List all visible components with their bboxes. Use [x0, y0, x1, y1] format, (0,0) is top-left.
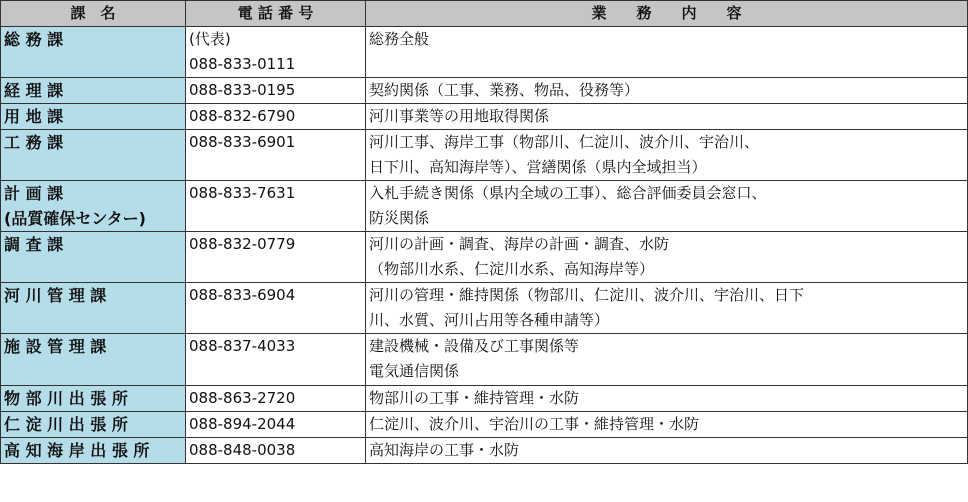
work-cell [366, 78, 968, 104]
header-work: 業 務 内 容 [366, 1, 968, 27]
table-row [1, 27, 968, 78]
tel-cell [186, 386, 366, 412]
work-cell [366, 334, 968, 386]
dept-cell [1, 27, 186, 78]
table-row [1, 78, 968, 104]
tel-cell-line: 088-832-0779 [189, 235, 296, 253]
tel-cell-line: 088-833-6901 [189, 133, 296, 151]
dept-cell-line: 施 設 管 理 課 [4, 337, 107, 356]
work-cell [366, 386, 968, 412]
tel-cell [186, 334, 366, 386]
tel-cell-line: 088-833-6904 [189, 286, 296, 304]
dept-cell [1, 334, 186, 386]
tel-cell-line: 088-894-2044 [189, 415, 296, 433]
table-row [1, 130, 968, 181]
dept-cell [1, 438, 186, 464]
work-cell [366, 438, 968, 464]
tel-cell [186, 27, 366, 78]
work-cell [366, 104, 968, 130]
dept-cell-line: 調 査 課 [4, 235, 64, 254]
work-cell-line: 日下川、高知海岸等）、営繕関係（県内全域担当） [369, 158, 707, 176]
table-row [1, 181, 968, 232]
table-row [1, 283, 968, 334]
work-cell [366, 283, 968, 334]
dept-cell [1, 412, 186, 438]
tel-cell-line: 088-837-4033 [189, 337, 296, 355]
tel-cell-line: 088-833-7631 [189, 184, 296, 202]
dept-cell-line: 工 務 課 [4, 133, 64, 152]
table-row [1, 334, 968, 386]
table-header-row [1, 1, 968, 27]
work-cell-line: （物部川水系、仁淀川水系、高知海岸等） [369, 260, 655, 278]
dept-cell-line: 経 理 課 [4, 81, 64, 100]
tel-cell [186, 232, 366, 283]
dept-cell-line: 高 知 海 岸 出 張 所 [4, 441, 150, 460]
tel-cell [186, 130, 366, 181]
tel-cell [186, 412, 366, 438]
work-cell [366, 130, 968, 181]
table-row [1, 104, 968, 130]
dept-cell-line: 河 川 管 理 課 [4, 286, 107, 305]
work-cell [366, 27, 968, 78]
work-cell-line: 高知海岸の工事・水防 [369, 441, 520, 459]
tel-cell-line: 088-833-0111 [189, 55, 296, 73]
tel-cell-line: 088-832-6790 [189, 107, 296, 125]
work-cell [366, 181, 968, 232]
work-cell-line: 入札手続き関係（県内全域の工事）、総合評価委員会窓口、 [369, 184, 767, 202]
tel-cell-line: (代表) [189, 30, 231, 48]
tel-cell [186, 104, 366, 130]
header-tel: 電 話 番 号 [186, 1, 366, 27]
work-cell-line: 河川の管理・維持関係（物部川、仁淀川、波介川、宇治川、日下 [369, 286, 805, 304]
work-cell-line: 電気通信関係 [369, 362, 460, 380]
table-row [1, 438, 968, 464]
dept-cell [1, 283, 186, 334]
dept-cell-line: (品質確保センター) [4, 209, 146, 228]
tel-cell [186, 78, 366, 104]
dept-cell-line: 用 地 課 [4, 107, 64, 126]
work-cell-line: 河川事業等の用地取得関係 [369, 107, 550, 125]
table-row [1, 386, 968, 412]
header-dept: 課 名 [1, 1, 186, 27]
dept-cell [1, 104, 186, 130]
dept-cell [1, 181, 186, 232]
table-row [1, 412, 968, 438]
dept-cell [1, 232, 186, 283]
tel-cell [186, 181, 366, 232]
work-cell-line: 仁淀川、波介川、宇治川の工事・維持管理・水防 [369, 415, 700, 433]
dept-cell [1, 386, 186, 412]
work-cell-line: 契約関係（工事、業務、物品、役務等） [369, 81, 640, 99]
work-cell-line: 物部川の工事・維持管理・水防 [369, 389, 580, 407]
dept-cell [1, 130, 186, 181]
work-cell [366, 232, 968, 283]
tel-cell-line: 088-863-2720 [189, 389, 296, 407]
tel-cell-line: 088-833-0195 [189, 81, 296, 99]
dept-cell-line: 物 部 川 出 張 所 [4, 389, 128, 408]
work-cell-line: 川、水質、河川占用等各種申請等） [369, 311, 610, 329]
work-cell [366, 412, 968, 438]
work-cell-line: 建設機械・設備及び工事関係等 [369, 337, 580, 355]
tel-cell [186, 438, 366, 464]
tel-cell-line: 088-848-0038 [189, 441, 296, 459]
table-row [1, 232, 968, 283]
work-cell-line: 河川の計画・調査、海岸の計画・調査、水防 [369, 235, 670, 253]
dept-cell-line: 仁 淀 川 出 張 所 [4, 415, 128, 434]
work-cell-line: 総務全般 [369, 30, 430, 48]
tel-cell [186, 283, 366, 334]
dept-cell-line: 計 画 課 [4, 184, 64, 203]
work-cell-line: 防災関係 [369, 209, 430, 227]
dept-cell [1, 78, 186, 104]
work-cell-line: 河川工事、海岸工事（物部川、仁淀川、波介川、宇治川、 [369, 133, 760, 151]
dept-cell-line: 総 務 課 [4, 30, 64, 49]
